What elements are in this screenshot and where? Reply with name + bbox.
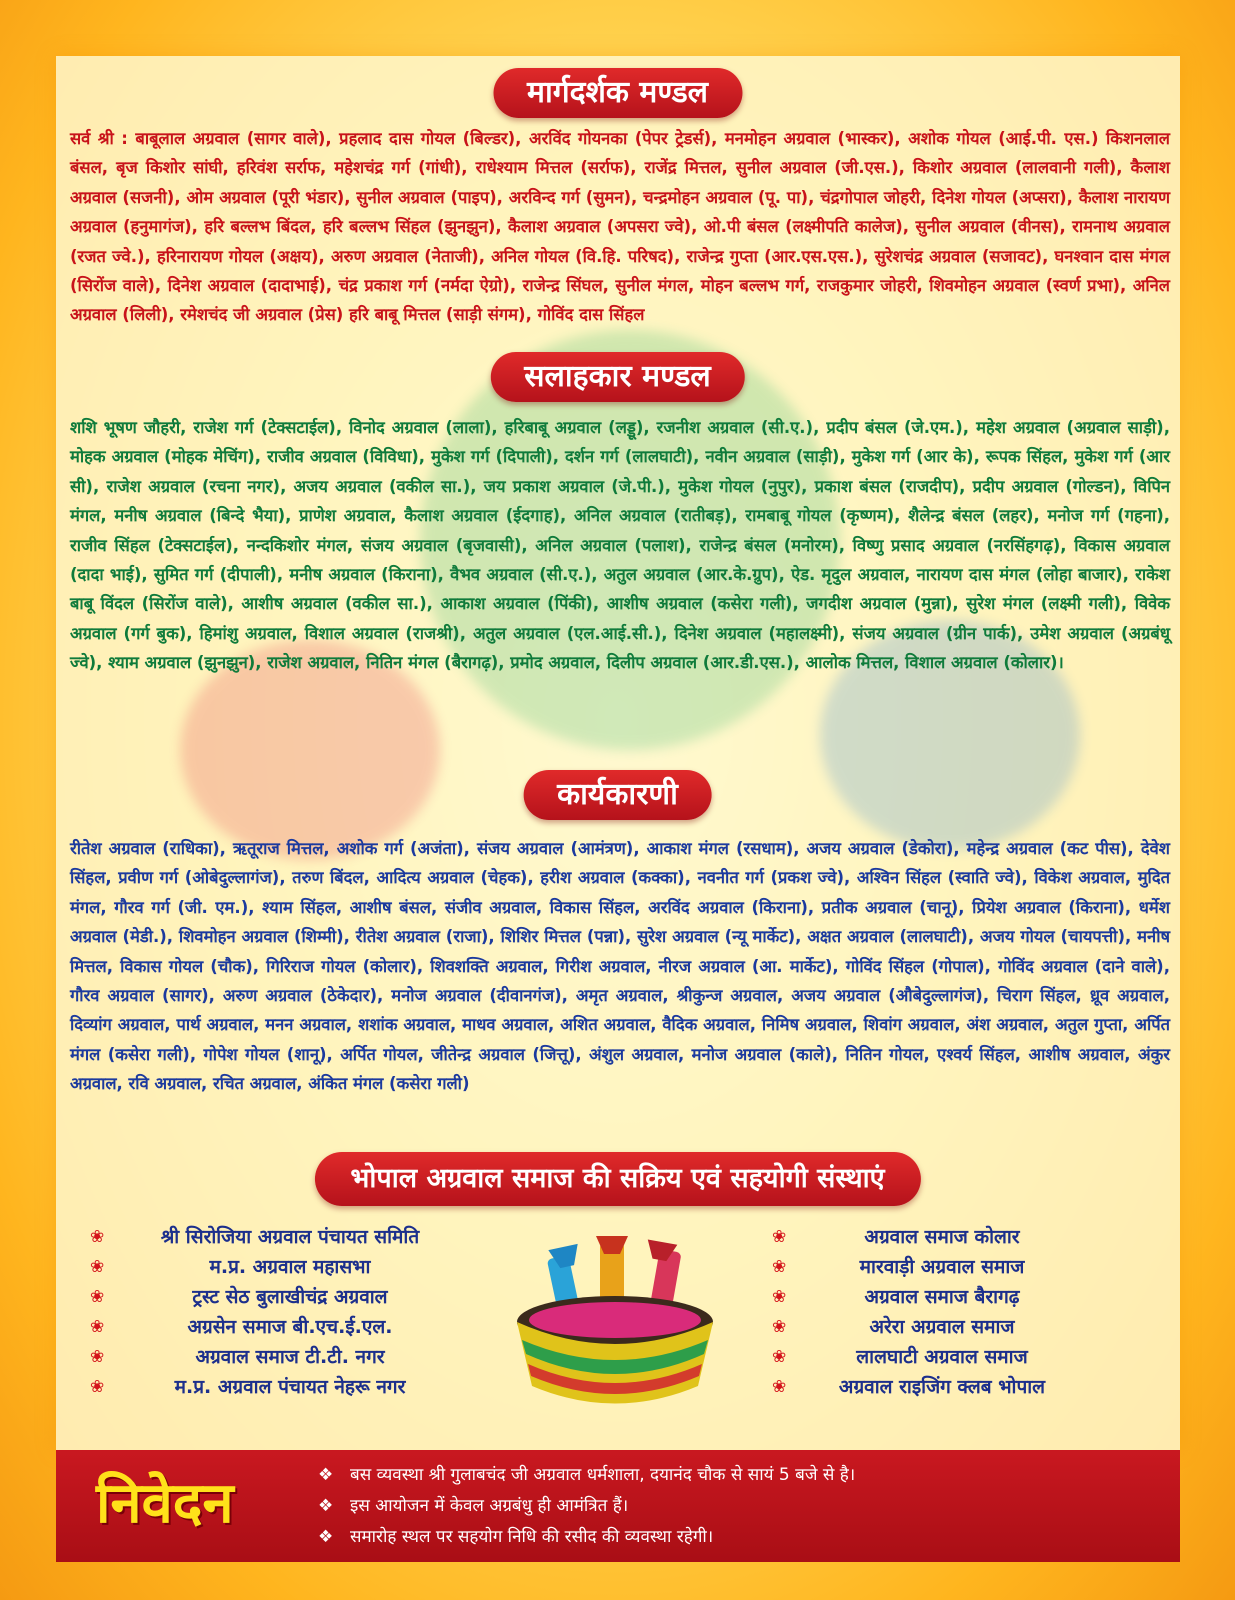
flower-icon: ❀ (772, 1377, 787, 1397)
diamond-icon: ❖ (318, 1527, 334, 1547)
list-item: ❀ म.प्र. अग्रवाल महासभा (90, 1252, 490, 1282)
flower-icon: ❀ (90, 1317, 105, 1337)
list-item: ❖ बस व्यवस्था श्री गुलाबचंद जी अग्रवाल धर्मशाला, दयानंद चौक से सायं 5 बजे से है। (318, 1460, 855, 1491)
nivedan-title: निवेदन (96, 1471, 234, 1536)
flower-icon: ❀ (90, 1287, 105, 1307)
list-item: ❀ अग्रवाल समाज बैरागढ़ (772, 1282, 1112, 1312)
salahkar-members: शशि भूषण जौहरी, राजेश गर्ग (टेक्सटाईल), विनोद अग्रवाल (लाला), हरिबाबू अग्रवाल (लड्डू), रजनीश अग्रवाल (सी.ए.), प्रदीप बंसल (जे.एम.), महेश अग्रवाल (अग्रवाल साड़ी), मोहक अग्रवाल (मोहक मेचिंग), राजीव अग्रवाल (विविधा), मुकेश गर्ग (दिपाली), दर्शन गर्ग (लालघाटी), नवीन अग्रवाल (साड़ी), मुकेश गर्ग (आर के), रूपक सिंहल, मुकेश गर्ग (आर सी), राजेश अग्रवाल (रचना नगर), अजय अग्रवाल (वकील सा.), जय प्रकाश अग्रवाल (जे.पी.), मुकेश गोयल (नुपुर), प्रकाश बंसल (राजदीप), प्रदीप अग्रवाल (गोल्डन), विपिन मंगल, मनीष अग्रवाल (बिन्दे भैया), प्राणेश अग्रवाल, कैलाश अग्रवाल (ईदगाह), अनिल अग्रवाल (रातीबड़), रामबाबू गोयल (कृष्णम), शैलेन्द्र बंसल (लहर), मनोज गर्ग (गहना), राजीव सिंहल (टेक्सटाईल), नन्दकिशोर मंगल, संजय अग्रवाल (बृजवासी), अनिल अग्रवाल (पलाश), राजेन्द्र बंसल (मनोरम), विष्णु प्रसाद अग्रवाल (नरसिंहगढ़), विकास अग्रवाल (दादा भाई), सुमित गर्ग (दीपाली), मनीष अग्रवाल (किराना), वैभव अग्रवाल (सी.ए.), अतुल अग्रवाल (आर.के.ग्रुप), ऐड. मृदुल अग्रवाल, नारायण दास मंगल (लोहा बाजार), राकेश बाबू विंदल (सिरोंज वाले), आशीष अग्रवाल (वकील सा.), आकाश अग्रवाल (पिंकी), आशीष अग्रवाल (कसेरा गली), जगदीश अग्रवाल (मुन्ना), सुरेश मंगल (लक्ष्मी गली), विवेक अग्रवाल (गर्ग बुक), हिमांशु अग्रवाल, विशाल अग्रवाल (राजश्री), अतुल अग्रवाल (एल.आई.सी.), दिनेश अग्रवाल (महालक्ष्मी), संजय अग्रवाल (ग्रीन पार्क), उमेश अग्रवाल (अग्रबंधू ज्वे), श्याम अग्रवाल (झुनझुन), राजेश अग्रवाल, नितिन मंगल (बैरागढ़), प्रमोद अग्रवाल, दिलीप अग्रवाल (आर.डी.एस.), आलोक मित्तल, विशाल अग्रवाल (कोलार)। (70, 418, 1171, 673)
list-item: ❀ म.प्र. अग्रवाल पंचायत नेहरू नगर (90, 1372, 490, 1402)
list-item: ❀ अग्रवाल समाज टी.टी. नगर (90, 1342, 490, 1372)
gulal-pot-illustration (510, 1236, 720, 1416)
flower-icon: ❀ (90, 1347, 105, 1367)
list-item: ❀ अरेरा अग्रवाल समाज (772, 1312, 1112, 1342)
list-item: ❀ ट्रस्ट सेठ बुलाखीचंद्र अग्रवाल (90, 1282, 490, 1312)
list-item: ❀ श्री सिरोजिया अग्रवाल पंचायत समिति (90, 1222, 490, 1252)
flower-icon: ❀ (90, 1377, 105, 1397)
diamond-icon: ❖ (318, 1465, 334, 1485)
flower-icon: ❀ (772, 1227, 787, 1247)
flower-icon: ❀ (772, 1257, 787, 1277)
list-item: ❀ अग्रवाल राइजिंग क्लब भोपाल (772, 1372, 1112, 1402)
margdarshak-members: सर्व श्री : बाबूलाल अग्रवाल (सागर वाले), प्रहलाद दास गोयल (बिल्डर), अरविंद गोयनका (पेपर ट्रेडर्स), मनमोहन अग्रवाल (भास्कर), अशोक गोयल (आई.पी. एस.) किशनलाल बंसल, बृज किशोर सांघी, हरिवंश सर्राफ, महेशचंद्र गर्ग (गांधी), राधेश्याम मित्तल (सर्राफ), राजेंद्र मित्तल, सुनील अग्रवाल (जी.एस.), किशोर अग्रवाल (लालवानी गली), कैलाश अग्रवाल (सजनी), ओम अग्रवाल (पूरी भंडार), सुनील अग्रवाल (पाइप), अरविन्द गर्ग (सुमन), चन्द्रमोहन अग्रवाल (पू. पा), चंद्रगोपाल जोहरी, दिनेश गोयल (अप्सरा), कैलाश नारायण अग्रवाल (हनुमागंज), हरि बल्लभ बिंदल, हरि बल्लभ सिंहल (झुनझुन), कैलाश अग्रवाल (अपसरा ज्वे), ओ.पी बंसल (लक्ष्मीपति कालेज), सुनील अग्रवाल (वीनस), रामनाथ अग्रवाल (रजत ज्वे.), हरिनारायण गोयल (अक्षय), अरुण अग्रवाल (नेताजी), अनिल गोयल (वि.हि. परिषद), राजेन्द्र गुप्ता (आर.एस.एस.), सुरेशचंद्र अग्रवाल (सजावट), घनश्वान दास मंगल (सिरोंज वाले), दिनेश अग्रवाल (दादाभाई), चंद्र प्रकाश गर्ग (नर्मदा ऐग्रो), राजेन्द्र सिंघल, सुनील मंगल, मोहन बल्लभ गर्ग, राजकुमार जोहरी, शिवमोहन अग्रवाल (स्वर्ण प्रभा), अनिल अग्रवाल (लिली), रमेशचंद जी अग्रवाल (प्रेस) हरि बाबू मित्तल (साड़ी संगम), गोविंद दास सिंहल (70, 129, 1170, 325)
nivedan-band (56, 1450, 1180, 1562)
diamond-icon: ❖ (318, 1496, 334, 1516)
flower-icon: ❀ (772, 1317, 787, 1337)
org-list-right (772, 1222, 1112, 1402)
flower-icon: ❀ (772, 1287, 787, 1307)
org-list-left (90, 1222, 490, 1402)
salahkar-title: सलाहकार मण्डल (490, 352, 744, 402)
list-item: ❖ समारोह स्थल पर सहयोग निधि की रसीद की व्यवस्था रहेगी। (318, 1522, 855, 1553)
list-item: ❀ अग्रवाल समाज कोलार (772, 1222, 1112, 1252)
flower-icon: ❀ (90, 1257, 105, 1277)
nivedan-list (318, 1460, 855, 1553)
list-item: ❀ अग्रसेन समाज बी.एच.ई.एल. (90, 1312, 490, 1342)
flower-icon: ❀ (90, 1227, 105, 1247)
flower-icon: ❀ (772, 1347, 787, 1367)
sansthayen-title: भोपाल अग्रवाल समाज की सक्रिय एवं सहयोगी संस्थाएं (314, 1152, 920, 1206)
list-item: ❀ लालघाटी अग्रवाल समाज (772, 1342, 1112, 1372)
karyakarini-members: रीतेश अग्रवाल (राधिका), ऋतूराज मित्तल, अशोक गर्ग (अजंता), संजय अग्रवाल (आमंत्रण), आकाश मंगल (रसधाम), अजय अग्रवाल (डेकोरा), महेन्द्र अग्रवाल (कट पीस), देवेश सिंहल, प्रवीण गर्ग (ओबेदुल्लागंज), तरुण बिंदल, आदित्य अग्रवाल (चेहक), हरीश अग्रवाल (कक्का), नवनीत गर्ग (प्रकश ज्वे), अश्विन सिंहल (स्वाति ज्वे), विकेश अग्रवाल, मुदित मंगल, गौरव गर्ग (जी. एम.), श्याम सिंहल, आशीष बंसल, संजीव अग्रवाल, विकास सिंहल, अरविंद अग्रवाल (किराना), प्रतीक अग्रवाल (चानू), प्रियेश अग्रवाल (किराना), धर्मेश अग्रवाल (मेडी.), शिवमोहन अग्रवाल (शिम्मी), रीतेश अग्रवाल (राजा), शिशिर मित्तल (पन्ना), सुरेश अग्रवाल (न्यू मार्केट), अक्षत अग्रवाल (लालघाटी), अजय गोयल (चायपत्ती), मनीष मित्तल, विकास गोयल (चौक), गिरिराज गोयल (कोलार), शिवशक्ति अग्रवाल, गिरीश अग्रवाल, नीरज अग्रवाल (आ. मार्केट), गोविंद सिंहल (गोपाल), गोविंद अग्रवाल (दाने वाले), गौरव अग्रवाल (सागर), अरुण अग्रवाल (ठेकेदार), मनोज अग्रवाल (दीवानगंज), अमृत अग्रवाल, श्रीकुन्ज अग्रवाल, अजय अग्रवाल (औबेदुल्लागंज), चिराग सिंहल, ध्रूव अग्रवाल, दिव्यांग अग्रवाल, पार्थ अग्रवाल, मनन अग्रवाल, शशांक अग्रवाल, माधव अग्रवाल, अशित अग्रवाल, वैदिक अग्रवाल, निमिष अग्रवाल, शिवांग अग्रवाल, अंश अग्रवाल, अतुल गुप्ता, अर्पित मंगल (कसेरा गली), गोपेश गोयल (शानू), अर्पित गोयल, जीतेन्द्र अग्रवाल (जित्तू), अंशुल अग्रवाल, मनोज अग्रवाल (काले), नितिन गोयल, एश्वर्य सिंहल, आशीष अग्रवाल, अंकुर अग्रवाल, रवि अग्रवाल, रचित अग्रवाल, अंकित मंगल (कसेरा गली) (70, 839, 1170, 1094)
list-item: ❀ मारवाड़ी अग्रवाल समाज (772, 1252, 1112, 1282)
margdarshak-title: मार्गदर्शक मण्डल (493, 68, 742, 118)
karyakarini-title: कार्यकारणी (523, 770, 712, 820)
list-item: ❖ इस आयोजन में केवल अग्रबंधु ही आमंत्रित हैं। (318, 1491, 855, 1522)
